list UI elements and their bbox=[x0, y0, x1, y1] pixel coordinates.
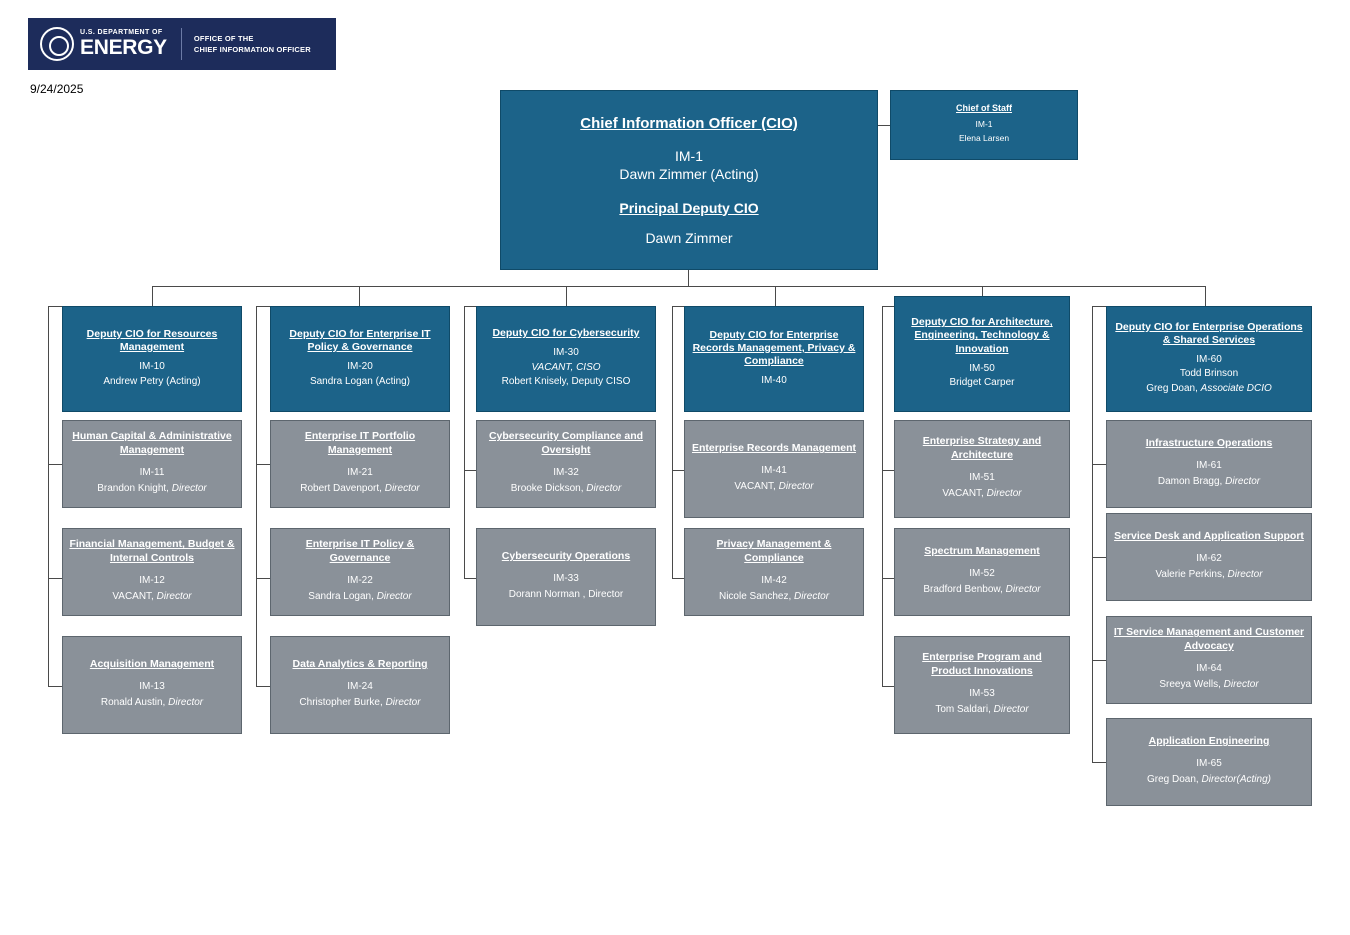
chief-of-staff-title: Chief of Staff bbox=[956, 103, 1012, 113]
node-deputy-resources-management[interactable] bbox=[62, 306, 242, 412]
node-title: Enterprise Strategy and Architecture bbox=[922, 435, 1042, 461]
node-person-1: VACANT, CISO bbox=[531, 361, 601, 373]
node-title: Data Analytics & Reporting bbox=[292, 658, 428, 671]
node-code: IM-53 bbox=[969, 687, 995, 699]
node-title: Spectrum Management bbox=[924, 545, 1040, 558]
document-date: 9/24/2025 bbox=[30, 82, 84, 96]
connector-spine-col4 bbox=[672, 306, 673, 578]
chief-of-staff-name: Elena Larsen bbox=[958, 133, 1010, 143]
node-person: Greg Doan, Director(Acting) bbox=[1147, 773, 1271, 785]
node-title: Enterprise Records Management bbox=[692, 442, 856, 455]
connector-cio-down bbox=[688, 270, 689, 286]
connector-col1-child1 bbox=[48, 464, 62, 465]
doe-logo-banner bbox=[28, 18, 336, 70]
node-code: IM-13 bbox=[139, 680, 165, 692]
node-code: IM-40 bbox=[761, 374, 787, 386]
node-code: IM-41 bbox=[761, 464, 787, 476]
node-title: Cybersecurity Compliance and Oversight bbox=[488, 430, 644, 456]
connector-col2-child2 bbox=[256, 578, 270, 579]
connector-col2-child3 bbox=[256, 686, 270, 687]
node-code: IM-11 bbox=[139, 466, 165, 478]
logo-energy-label: ENERGY bbox=[80, 35, 167, 59]
node-person: Dorann Norman , Director bbox=[508, 588, 624, 600]
connector-col6-child3 bbox=[1092, 660, 1106, 661]
node-title: Financial Management, Budget & Internal Controls bbox=[69, 538, 235, 564]
node-title: Deputy CIO for Resources Management bbox=[86, 327, 218, 353]
connector-spine-col6-top bbox=[1092, 306, 1106, 307]
node-code: IM-21 bbox=[347, 466, 373, 478]
doe-seal-icon bbox=[40, 27, 74, 61]
connector-spine-col6 bbox=[1092, 306, 1093, 762]
connector-spine-col2 bbox=[256, 306, 257, 686]
connector-drop-col3 bbox=[566, 286, 567, 306]
node-code: IM-62 bbox=[1196, 552, 1222, 564]
node-cio[interactable] bbox=[500, 90, 878, 270]
connector-spine-col3-top bbox=[464, 306, 476, 307]
node-code: IM-60 bbox=[1196, 353, 1222, 365]
node-title: Application Engineering bbox=[1148, 735, 1270, 748]
node-im-64[interactable] bbox=[1106, 616, 1312, 704]
node-im-22[interactable] bbox=[270, 528, 450, 616]
node-deputy-enterprise-operations-shared-services[interactable] bbox=[1106, 306, 1312, 412]
node-code: IM-52 bbox=[969, 567, 995, 579]
connector-cio-to-cos bbox=[878, 125, 890, 126]
node-person: Bridget Carper bbox=[949, 377, 1015, 389]
node-title: Enterprise Program and Product Innovations bbox=[922, 651, 1042, 677]
connector-spine-col5 bbox=[882, 306, 883, 686]
node-code: IM-20 bbox=[347, 361, 373, 373]
connector-col6-child1 bbox=[1092, 464, 1106, 465]
connector-spine-col3 bbox=[464, 306, 465, 578]
node-code: IM-22 bbox=[347, 574, 373, 586]
node-code: IM-32 bbox=[553, 466, 579, 478]
connector-col3-child2 bbox=[464, 578, 476, 579]
node-person: VACANT, Director bbox=[734, 480, 814, 492]
node-title: Deputy CIO for Cybersecurity bbox=[492, 327, 640, 340]
node-title: Deputy CIO for Enterprise Operations & Shared Services bbox=[1115, 320, 1303, 346]
node-person: Brandon Knight, Director bbox=[97, 482, 207, 494]
node-person: Valerie Perkins, Director bbox=[1155, 568, 1263, 580]
node-code: IM-30 bbox=[553, 347, 579, 359]
node-person: Robert Davenport, Director bbox=[300, 482, 420, 494]
doe-logo-text bbox=[80, 29, 167, 58]
node-code: IM-50 bbox=[969, 362, 995, 374]
node-im-61[interactable] bbox=[1106, 420, 1312, 508]
node-im-62[interactable] bbox=[1106, 513, 1312, 601]
node-title: Privacy Management & Compliance bbox=[716, 538, 832, 564]
connector-col5-child1 bbox=[882, 470, 894, 471]
node-code: IM-65 bbox=[1196, 757, 1222, 769]
connector-col5-child3 bbox=[882, 686, 894, 687]
node-im-13[interactable] bbox=[62, 636, 242, 734]
node-person: VACANT, Director bbox=[942, 487, 1022, 499]
node-code: IM-24 bbox=[347, 680, 373, 692]
connector-main-bus bbox=[152, 286, 1205, 287]
node-im-65[interactable] bbox=[1106, 718, 1312, 806]
cio-name: Dawn Zimmer (Acting) bbox=[619, 165, 759, 182]
cio-title: Chief Information Officer (CIO) bbox=[580, 114, 798, 132]
node-title: Enterprise IT Policy & Governance bbox=[305, 538, 415, 564]
node-im-32[interactable] bbox=[476, 420, 656, 508]
node-title: Deputy CIO for Enterprise Records Management, Privacy & Compliance bbox=[692, 328, 856, 367]
node-person: Bradford Benbow, Director bbox=[923, 583, 1041, 595]
node-title: Acquisition Management bbox=[89, 658, 215, 671]
logo-office-label bbox=[194, 33, 311, 56]
connector-spine-col5-top bbox=[882, 306, 894, 307]
connector-drop-col4 bbox=[775, 286, 776, 306]
node-im-24[interactable] bbox=[270, 636, 450, 734]
connector-col1-child3 bbox=[48, 686, 62, 687]
node-person: Brooke Dickson, Director bbox=[510, 482, 622, 494]
connector-spine-col1-top bbox=[48, 306, 62, 307]
node-person: Tom Saldari, Director bbox=[935, 703, 1029, 715]
connector-spine-col1 bbox=[48, 306, 49, 686]
node-deputy-cybersecurity[interactable] bbox=[476, 306, 656, 412]
node-code: IM-33 bbox=[553, 572, 579, 584]
node-code: IM-51 bbox=[969, 471, 995, 483]
node-person: Damon Bragg, Director bbox=[1157, 475, 1261, 487]
connector-col6-child2 bbox=[1092, 557, 1106, 558]
node-code: IM-61 bbox=[1196, 459, 1222, 471]
connector-drop-col2 bbox=[359, 286, 360, 306]
node-title: Deputy CIO for Enterprise IT Policy & Governance bbox=[289, 327, 431, 353]
node-im-12[interactable] bbox=[62, 528, 242, 616]
cio-code: IM-1 bbox=[675, 147, 703, 164]
node-im-21[interactable] bbox=[270, 420, 450, 508]
node-code: IM-12 bbox=[139, 574, 165, 586]
node-person: Sandra Logan, Director bbox=[308, 590, 412, 602]
node-title: Service Desk and Application Support bbox=[1114, 530, 1304, 543]
node-deputy-enterprise-it-policy-governance[interactable] bbox=[270, 306, 450, 412]
node-person: Andrew Petry (Acting) bbox=[103, 375, 201, 387]
node-code: IM-64 bbox=[1196, 662, 1222, 674]
connector-col5-child2 bbox=[882, 578, 894, 579]
chief-of-staff-code: IM-1 bbox=[975, 119, 993, 129]
connector-col4-child2 bbox=[672, 578, 684, 579]
node-im-41[interactable] bbox=[684, 420, 864, 518]
node-person: Nicole Sanchez, Director bbox=[718, 590, 830, 602]
node-deputy-architecture-engineering-technology-innovation[interactable] bbox=[894, 296, 1070, 412]
node-code: IM-42 bbox=[761, 574, 787, 586]
connector-drop-col1 bbox=[152, 286, 153, 306]
node-title: Cybersecurity Operations bbox=[501, 550, 631, 563]
node-deputy-records-privacy-compliance[interactable] bbox=[684, 306, 864, 412]
node-im-33[interactable] bbox=[476, 528, 656, 626]
node-im-42[interactable] bbox=[684, 528, 864, 616]
logo-office-line2: CHIEF INFORMATION OFFICER bbox=[193, 45, 311, 54]
node-im-52[interactable] bbox=[894, 528, 1070, 616]
node-title: Enterprise IT Portfolio Management bbox=[304, 430, 416, 456]
node-person-1: Todd Brinson bbox=[1179, 368, 1239, 380]
connector-col3-child1 bbox=[464, 470, 476, 471]
node-person: VACANT, Director bbox=[112, 590, 192, 602]
connector-drop-col6 bbox=[1205, 286, 1206, 306]
connector-spine-col2-top bbox=[256, 306, 270, 307]
node-title: Deputy CIO for Architecture, Engineering, Technology & Innovation bbox=[911, 316, 1053, 355]
logo-office-line1: OFFICE OF THE bbox=[193, 33, 254, 43]
node-title: IT Service Management and Customer Advocacy bbox=[1113, 626, 1305, 652]
node-im-11[interactable] bbox=[62, 420, 242, 508]
connector-col1-child2 bbox=[48, 578, 62, 579]
logo-divider bbox=[181, 28, 182, 60]
node-code: IM-10 bbox=[139, 361, 165, 373]
logo-department-label: U.S. DEPARTMENT OF bbox=[80, 29, 163, 37]
connector-col6-child4 bbox=[1092, 762, 1106, 763]
node-person-2: Robert Knisely, Deputy CISO bbox=[501, 376, 631, 388]
principal-deputy-title: Principal Deputy CIO bbox=[619, 199, 759, 216]
connector-spine-col4-top bbox=[672, 306, 684, 307]
node-im-51[interactable] bbox=[894, 420, 1070, 518]
node-person: Sandra Logan (Acting) bbox=[309, 375, 411, 387]
node-title: Infrastructure Operations bbox=[1145, 437, 1273, 450]
node-person: Ronald Austin, Director bbox=[100, 696, 204, 708]
connector-col4-child1 bbox=[672, 470, 684, 471]
node-chief-of-staff[interactable] bbox=[890, 90, 1078, 160]
principal-deputy-name: Dawn Zimmer bbox=[645, 229, 733, 246]
node-title: Human Capital & Administrative Management bbox=[72, 430, 232, 456]
node-person: Christopher Burke, Director bbox=[299, 696, 421, 708]
connector-col2-child1 bbox=[256, 464, 270, 465]
node-person: Sreeya Wells, Director bbox=[1159, 678, 1259, 690]
node-person-2: Greg Doan, Associate DCIO bbox=[1146, 382, 1272, 394]
node-im-53[interactable] bbox=[894, 636, 1070, 734]
